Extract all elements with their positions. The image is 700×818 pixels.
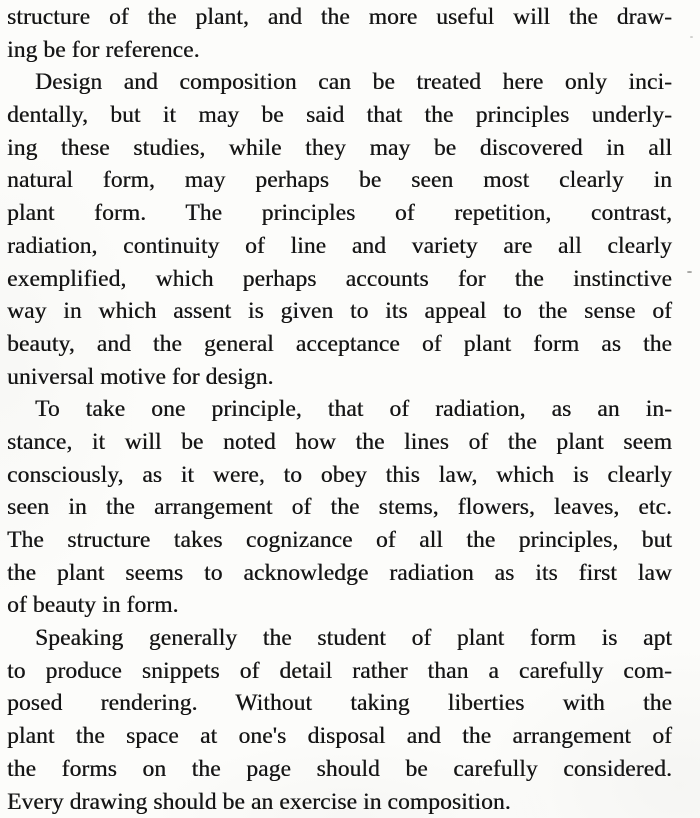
text-line: of beauty in form. bbox=[7, 592, 179, 619]
text-line: radiation, continuity of line and variety are all clearly bbox=[7, 232, 672, 259]
text-line: seen in the arrangement of the stems, flowers, leaves, etc. bbox=[7, 494, 672, 521]
scan-speck bbox=[690, 36, 693, 38]
text-line: consciously, as it were, to obey this law, which is clearly bbox=[7, 461, 672, 488]
paragraph bbox=[7, 66, 672, 393]
paragraph bbox=[7, 622, 672, 818]
text-line: universal motive for design. bbox=[7, 363, 274, 390]
text-line: Design and composition can be treated here only inci- bbox=[35, 69, 672, 96]
paragraph bbox=[7, 393, 672, 622]
text-line: The structure takes cognizance of all the principles, but bbox=[7, 527, 672, 553]
text-line: posed rendering. Without taking liberties with the bbox=[7, 690, 672, 717]
text-line: plant the space at one's disposal and the arrangement of bbox=[7, 723, 672, 750]
text-line: Every drawing should be an exercise in composition. bbox=[7, 788, 511, 815]
text-line: ing be for reference. bbox=[7, 36, 200, 63]
text-line: exemplified, which perhaps accounts for the instinctive bbox=[7, 265, 672, 292]
scan-speck bbox=[687, 271, 692, 273]
text-line: the forms on the page should be carefully considered. bbox=[7, 755, 672, 782]
text-line: To take one principle, that of radiation, as an in- bbox=[35, 396, 672, 423]
paragraph bbox=[7, 1, 672, 66]
text-line: structure of the plant, and the more useful will the draw- bbox=[7, 4, 672, 30]
text-line: natural form, may perhaps be seen most clearly in bbox=[7, 167, 672, 194]
text-line: stance, it will be noted how the lines of the plant seem bbox=[7, 428, 672, 455]
text-line: way in which assent is given to its appeal to the sense of bbox=[7, 298, 672, 325]
text-line: the plant seems to acknowledge radiation as its first law bbox=[7, 559, 672, 586]
text-line: ing these studies, while they may be discovered in all bbox=[7, 134, 672, 161]
text-line: beauty, and the general acceptance of plant form as the bbox=[7, 330, 672, 357]
text-line: to produce snippets of detail rather than a carefully com- bbox=[7, 657, 672, 684]
text-line: Speaking generally the student of plant form is apt bbox=[35, 625, 672, 652]
text-line: plant form. The principles of repetition, contrast, bbox=[7, 200, 672, 227]
text-line: dentally, but it may be said that the principles underly- bbox=[7, 102, 672, 129]
